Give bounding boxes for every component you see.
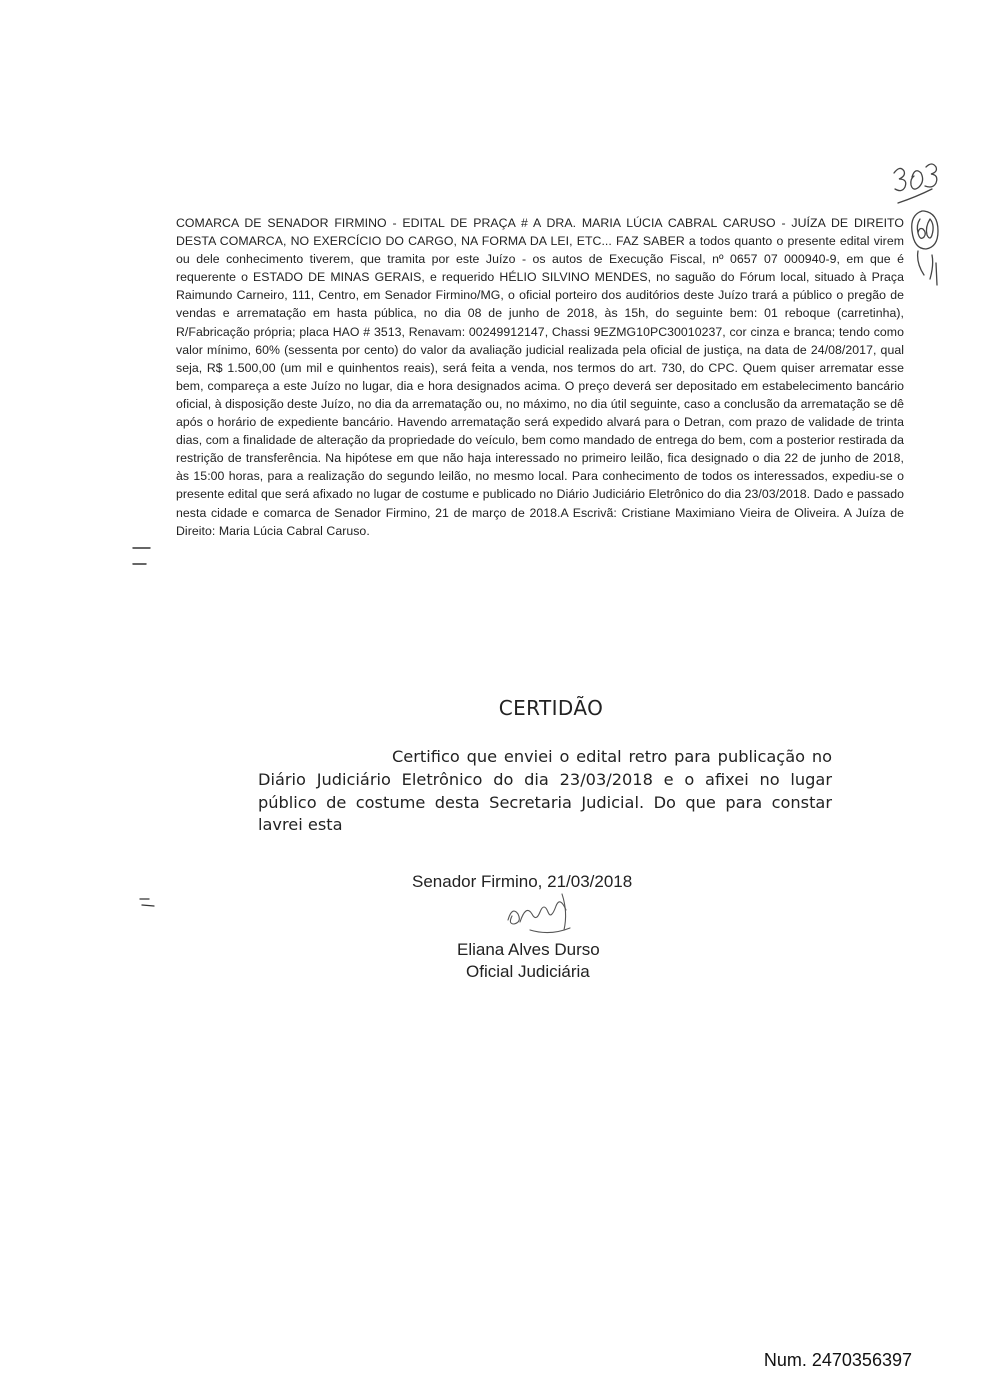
margin-dash-marks <box>132 545 152 575</box>
edital-text: COMARCA DE SENADOR FIRMINO - EDITAL DE PRAÇA # A DRA. MARIA LÚCIA CABRAL CARUSO - JUÍZA DE DIREITO DESTA COMARCA, NO EXERCÍCIO DO CARGO, NA FORMA DA LEI, ETC... FAZ SABER a todos quanto o presente edital virem ou dele conhecimento tiverem, que tramita por este Juízo - os autos de Execução Fiscal, nº 0657 07 000940-9, em que é requerente o ESTADO DE MINAS GERAIS, e requerido HÉLIO SILVINO MENDES, no saguão do Fórum local, situado à Praça Raimundo Carneiro, 111, Centro, em Senador Firmino/MG, o oficial porteiro dos auditórios deste Juízo trará a público o pregão de vendas e arrematação em hasta pública, no dia 08 de junho de 2018, às 15h, do seguinte bem: 01 reboque (carretinha), R/Fabricação própria; placa HAO # 3513, Renavam: 00249912147, Chassi 9EZMG10PC30010237, cor cinza e branca; tendo como valor mínimo, 60% (sessenta por cento) do valor da avaliação judicial realizada pela oficial de justiça, na data de 24/08/2017, qual seja, R$ 1.500,00 (um mil e quinhentos reais), será feita a venda, nos termos do art. 730, do CPC. Quem quiser arrematar esse bem, compareça a este Juízo no lugar, dia e hora designados acima. O preço deverá ser depositado em estabelecimento bancário oficial, à disposição deste Juízo, no dia da arrematação ou, no máximo, no dia útil seguinte, caso a conclusão da arrematação se dê após o horário de expediente bancário. Havendo arrematação será expedido alvará para o Detran, com prazo de validade de trinta dias, com a finalidade de alteração da propriedade do veículo, bem como mandado de entrega do bem, com a posterior restirada da restrição de transferência. Na hipótese em que não haja interessado no primeiro leilão, fica designado o dia 22 de junho de 2018, às 15:00 horas, para a realização do segundo leilão, no mesmo local. Para conhecimento de todos os interessados, expediu-se o presente edital que será afixado no lugar de costume e publicado no Diário Judiciário Eletrônico do dia 23/03/2018. Dado e passado nesta cidade e comarca de Senador Firmino, 21 de março de 2018.A Escrivã: Cristiane Maximiano Vieira de Oliveira. A Juíza de Direito: Maria Lúcia Cabral Caruso. <box>176 216 904 538</box>
signer-role: Oficial Judiciária <box>466 962 590 981</box>
document-number: Num. 2470356397 <box>763 1350 912 1370</box>
handwritten-signature <box>500 886 590 946</box>
margin-dash-mark <box>138 896 158 910</box>
certidao-body: Certifico que enviei o edital retro para publicação no Diário Judiciário Eletrônico do dia 23/03/2018 e o afixei no lugar público de costume desta Secretaria Judicial. Do que para constar lavrei esta <box>258 747 832 835</box>
signer-name: Eliana Alves Durso <box>457 940 600 959</box>
certidao-title: CERTIDÃO <box>498 696 604 720</box>
certidao-place-date: Senador Firmino, 21/03/2018 <box>412 872 633 891</box>
